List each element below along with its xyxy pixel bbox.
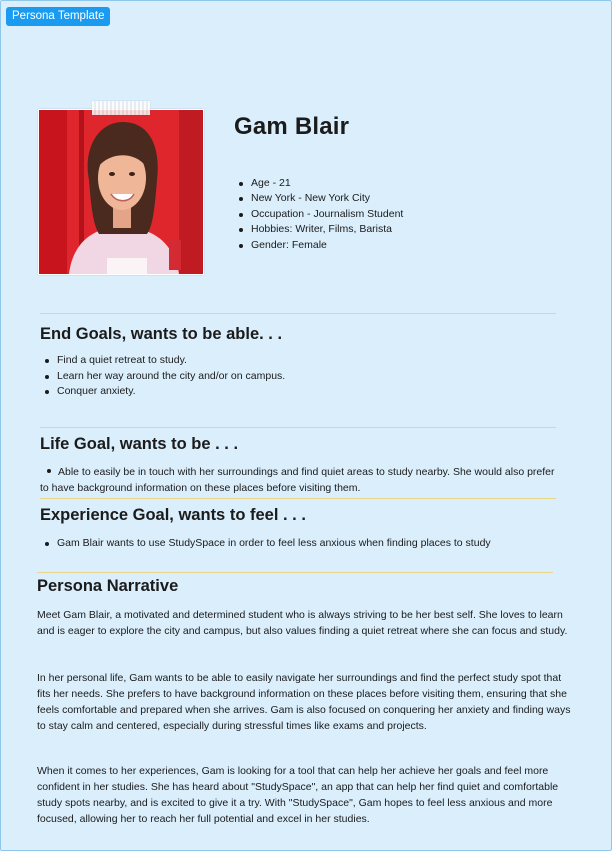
narrative-paragraph: In her personal life, Gam wants to be able to easily navigate her surroundings and find the perfect study spot that fits her needs. She prefers to have background information on these places before visiting them, ensuring that she feels comfortable and prepared when she arrives. Gam is also focused on conquering her anxiety and finding ways to stay calm and centered, especially during stressful times like exams and projects. (37, 672, 571, 732)
bullet-dot (47, 469, 51, 473)
fact-item: Gender: Female (237, 238, 403, 253)
section-divider (40, 313, 556, 314)
life-goal-text (40, 465, 562, 496)
fact-item: Occupation - Journalism Student (237, 207, 403, 222)
end-goals-list (43, 353, 285, 400)
narrative-paragraph: When it comes to her experiences, Gam is looking for a tool that can help her achieve her goals and feel more confident in her studies. She has heard about "StudySpace", an app that can help her find quiet and comfortable study spots nearby, and is excited to give it a try. With "StudySpace", Gam hopes to feel less anxious and more focused, allowing her to reach her full potential and excel in her studies. (37, 765, 559, 825)
section-divider (40, 498, 556, 499)
persona-photo (38, 109, 204, 275)
narrative-paragraph: Meet Gam Blair, a motivated and determined student who is always striving to be her best self. She loves to learn and is eager to explore the city and campus, but also values finding a quiet retreat where she can focus and study. (37, 609, 568, 637)
fact-item: Age - 21 (237, 176, 403, 191)
persona-facts-list (237, 176, 403, 253)
persona-name: Gam Blair (234, 113, 350, 140)
life-goal-heading: Life Goal, wants to be . . . (40, 435, 239, 453)
section-divider (40, 427, 556, 428)
photo-tape (92, 101, 150, 115)
experience-goal-list (43, 536, 491, 552)
experience-goal-heading: Experience Goal, wants to feel . . . (40, 506, 306, 524)
narrative-heading: Persona Narrative (37, 577, 179, 595)
persona-template-tag[interactable]: Persona Template (6, 7, 110, 26)
list-item: Find a quiet retreat to study. (43, 353, 285, 369)
list-item: Gam Blair wants to use StudySpace in order to feel less anxious when finding places to study (43, 536, 491, 552)
section-divider (37, 572, 553, 573)
portrait-illustration (39, 110, 203, 274)
life-goal-body: Able to easily be in touch with her surroundings and find quiet areas to study nearby. She would also prefer to have background information on these places before visiting them. (40, 466, 555, 494)
fact-item: New York - New York City (237, 191, 403, 206)
list-item: Conquer anxiety. (43, 384, 285, 400)
end-goals-heading: End Goals, wants to be able. . . (40, 325, 283, 343)
list-item: Learn her way around the city and/or on campus. (43, 369, 285, 385)
fact-item: Hobbies: Writer, Films, Barista (237, 222, 403, 237)
